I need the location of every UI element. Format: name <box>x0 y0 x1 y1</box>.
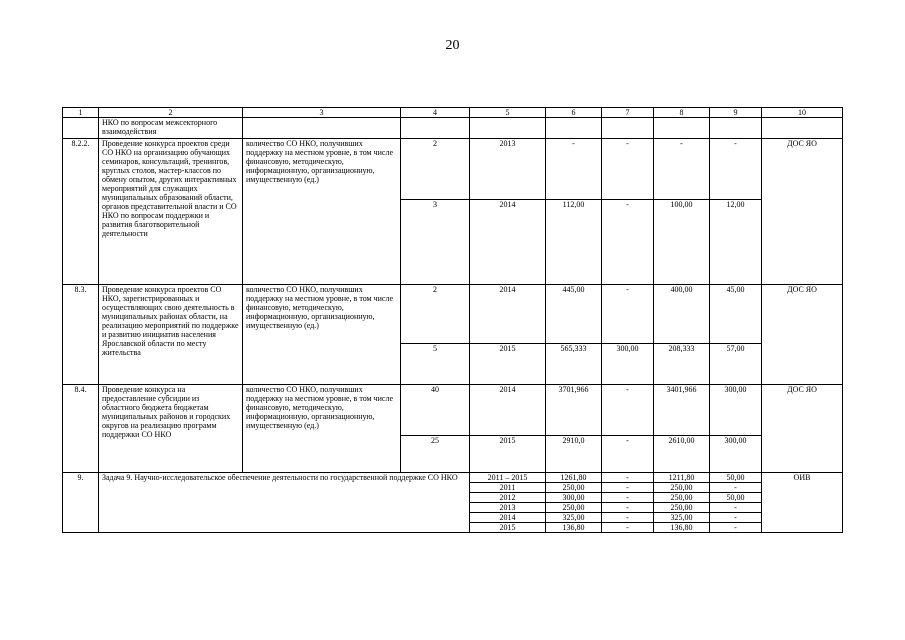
total-cell: 112,00 <box>546 200 602 285</box>
col8-cell: 2610,00 <box>654 436 710 473</box>
col-header: 6 <box>546 108 602 118</box>
col8-cell: 100,00 <box>654 200 710 285</box>
col9-cell: - <box>710 513 762 523</box>
indicator-value: 2 <box>401 139 470 200</box>
total-cell: 445,00 <box>546 285 602 344</box>
indicator-value: 25 <box>401 436 470 473</box>
col9-cell: 300,00 <box>710 436 762 473</box>
total-cell: 325,00 <box>546 513 602 523</box>
executor-cell: ДОС ЯО <box>762 285 843 385</box>
col7-cell: - <box>602 200 654 285</box>
indicator-text: количество СО НКО, получивших поддержку на местном уровне, в том числе финансовую, методическую, информационную, организационную, имущественную (ед.) <box>243 139 401 285</box>
table-row <box>63 139 843 200</box>
col9-cell: 300,00 <box>710 385 762 436</box>
event-text: НКО по вопросам межсекторного взаимодействия <box>99 118 243 139</box>
table-row <box>63 118 843 139</box>
event-text: Проведение конкурса на предоставление субсидии из областного бюджета бюджетам муниципальных районов и городских округов на реализацию программ поддержки СО НКО <box>99 385 243 473</box>
col-header: 1 <box>63 108 99 118</box>
col8-cell: 250,00 <box>654 483 710 493</box>
col7-cell: - <box>602 285 654 344</box>
event-text: Проведение конкурса проектов среди СО НКО на организацию обучающих семинаров, консультаций, тренингов, круглых столов, мастер-классов по обмену опытом, других интерактивных мероприятий для служащих муниципальных образований области, органов представительной власти и СО НКО по вопросам поддержки и развития благотворительной деятельности <box>99 139 243 285</box>
table-row <box>63 473 843 483</box>
col7-cell: - <box>602 385 654 436</box>
year-cell: 2014 <box>470 513 546 523</box>
total-cell: 565,333 <box>546 344 602 385</box>
col7-cell: - <box>602 523 654 533</box>
year-cell: 2015 <box>470 523 546 533</box>
col-header: 7 <box>602 108 654 118</box>
indicator-value: 40 <box>401 385 470 436</box>
col9-cell: 45,00 <box>710 285 762 344</box>
year-cell: 2013 <box>470 139 546 200</box>
task-text: Задача 9. Научно-исследовательское обеспечение деятельности по государственной поддержке СО НКО <box>99 473 470 533</box>
col9-cell: 50,00 <box>710 493 762 503</box>
indicator-value: 2 <box>401 285 470 344</box>
col-header: 4 <box>401 108 470 118</box>
total-cell: 3701,966 <box>546 385 602 436</box>
row-number: 8.3. <box>63 285 99 385</box>
year-cell: 2012 <box>470 493 546 503</box>
year-cell: 2014 <box>470 285 546 344</box>
event-text: Проведение конкурса проектов СО НКО, зарегистрированных и осуществляющих свою деятельность в муниципальных районах области, на реализацию мероприятий по поддержке и развитию инициатив населения Ярославской области по месту жительства <box>99 285 243 385</box>
row-number: 9. <box>63 473 99 533</box>
col9-cell: 50,00 <box>710 473 762 483</box>
col8-cell: 136,80 <box>654 523 710 533</box>
col7-cell: - <box>602 436 654 473</box>
col7-cell: - <box>602 503 654 513</box>
col8-cell: 400,00 <box>654 285 710 344</box>
year-cell: 2011 <box>470 483 546 493</box>
page-number: 20 <box>445 38 460 53</box>
col7-cell: 300,00 <box>602 344 654 385</box>
total-cell: 250,00 <box>546 483 602 493</box>
year-cell: 2014 <box>470 200 546 285</box>
col9-cell: 57,00 <box>710 344 762 385</box>
col-header: 8 <box>654 108 710 118</box>
total-cell: 2910,0 <box>546 436 602 473</box>
row-number: 8.4. <box>63 385 99 473</box>
col-header: 10 <box>762 108 843 118</box>
indicator-text: количество СО НКО, получивших поддержку на местном уровне, в том числе финансовую, методическую, информационную, организационную, имущественную (ед.) <box>243 285 401 385</box>
indicator-value: 5 <box>401 344 470 385</box>
col8-cell: 1211,80 <box>654 473 710 483</box>
col8-cell: 3401,966 <box>654 385 710 436</box>
total-cell: 300,00 <box>546 493 602 503</box>
header-row <box>63 108 843 118</box>
col7-cell: - <box>602 513 654 523</box>
year-cell: 2011 – 2015 <box>470 473 546 483</box>
col8-cell: 208,333 <box>654 344 710 385</box>
col8-cell: 250,00 <box>654 493 710 503</box>
executor-cell: ДОС ЯО <box>762 385 843 473</box>
total-cell: - <box>546 139 602 200</box>
program-table <box>62 107 843 533</box>
col7-cell: - <box>602 139 654 200</box>
col-header: 3 <box>243 108 401 118</box>
col7-cell: - <box>602 483 654 493</box>
col-header: 5 <box>470 108 546 118</box>
col8-cell: 250,00 <box>654 503 710 513</box>
row-number: 8.2.2. <box>63 139 99 285</box>
table-row <box>63 385 843 436</box>
total-cell: 136,80 <box>546 523 602 533</box>
col7-cell: - <box>602 473 654 483</box>
col7-cell: - <box>602 493 654 503</box>
table-row <box>63 285 843 344</box>
col9-cell: - <box>710 483 762 493</box>
total-cell: 250,00 <box>546 503 602 513</box>
col9-cell: 12,00 <box>710 200 762 285</box>
col-header: 9 <box>710 108 762 118</box>
col8-cell: 325,00 <box>654 513 710 523</box>
executor-cell: ДОС ЯО <box>762 139 843 285</box>
col9-cell: - <box>710 503 762 513</box>
col8-cell: - <box>654 139 710 200</box>
year-cell: 2015 <box>470 436 546 473</box>
indicator-text: количество СО НКО, получивших поддержку на местном уровне, в том числе финансовую, методическую, информационную, организационную, имущественную (ед.) <box>243 385 401 473</box>
year-cell: 2015 <box>470 344 546 385</box>
year-cell: 2013 <box>470 503 546 513</box>
col9-cell: - <box>710 523 762 533</box>
indicator-value: 3 <box>401 200 470 285</box>
executor-cell: ОИВ <box>762 473 843 533</box>
col-header: 2 <box>99 108 243 118</box>
year-cell: 2014 <box>470 385 546 436</box>
col9-cell: - <box>710 139 762 200</box>
total-cell: 1261,80 <box>546 473 602 483</box>
